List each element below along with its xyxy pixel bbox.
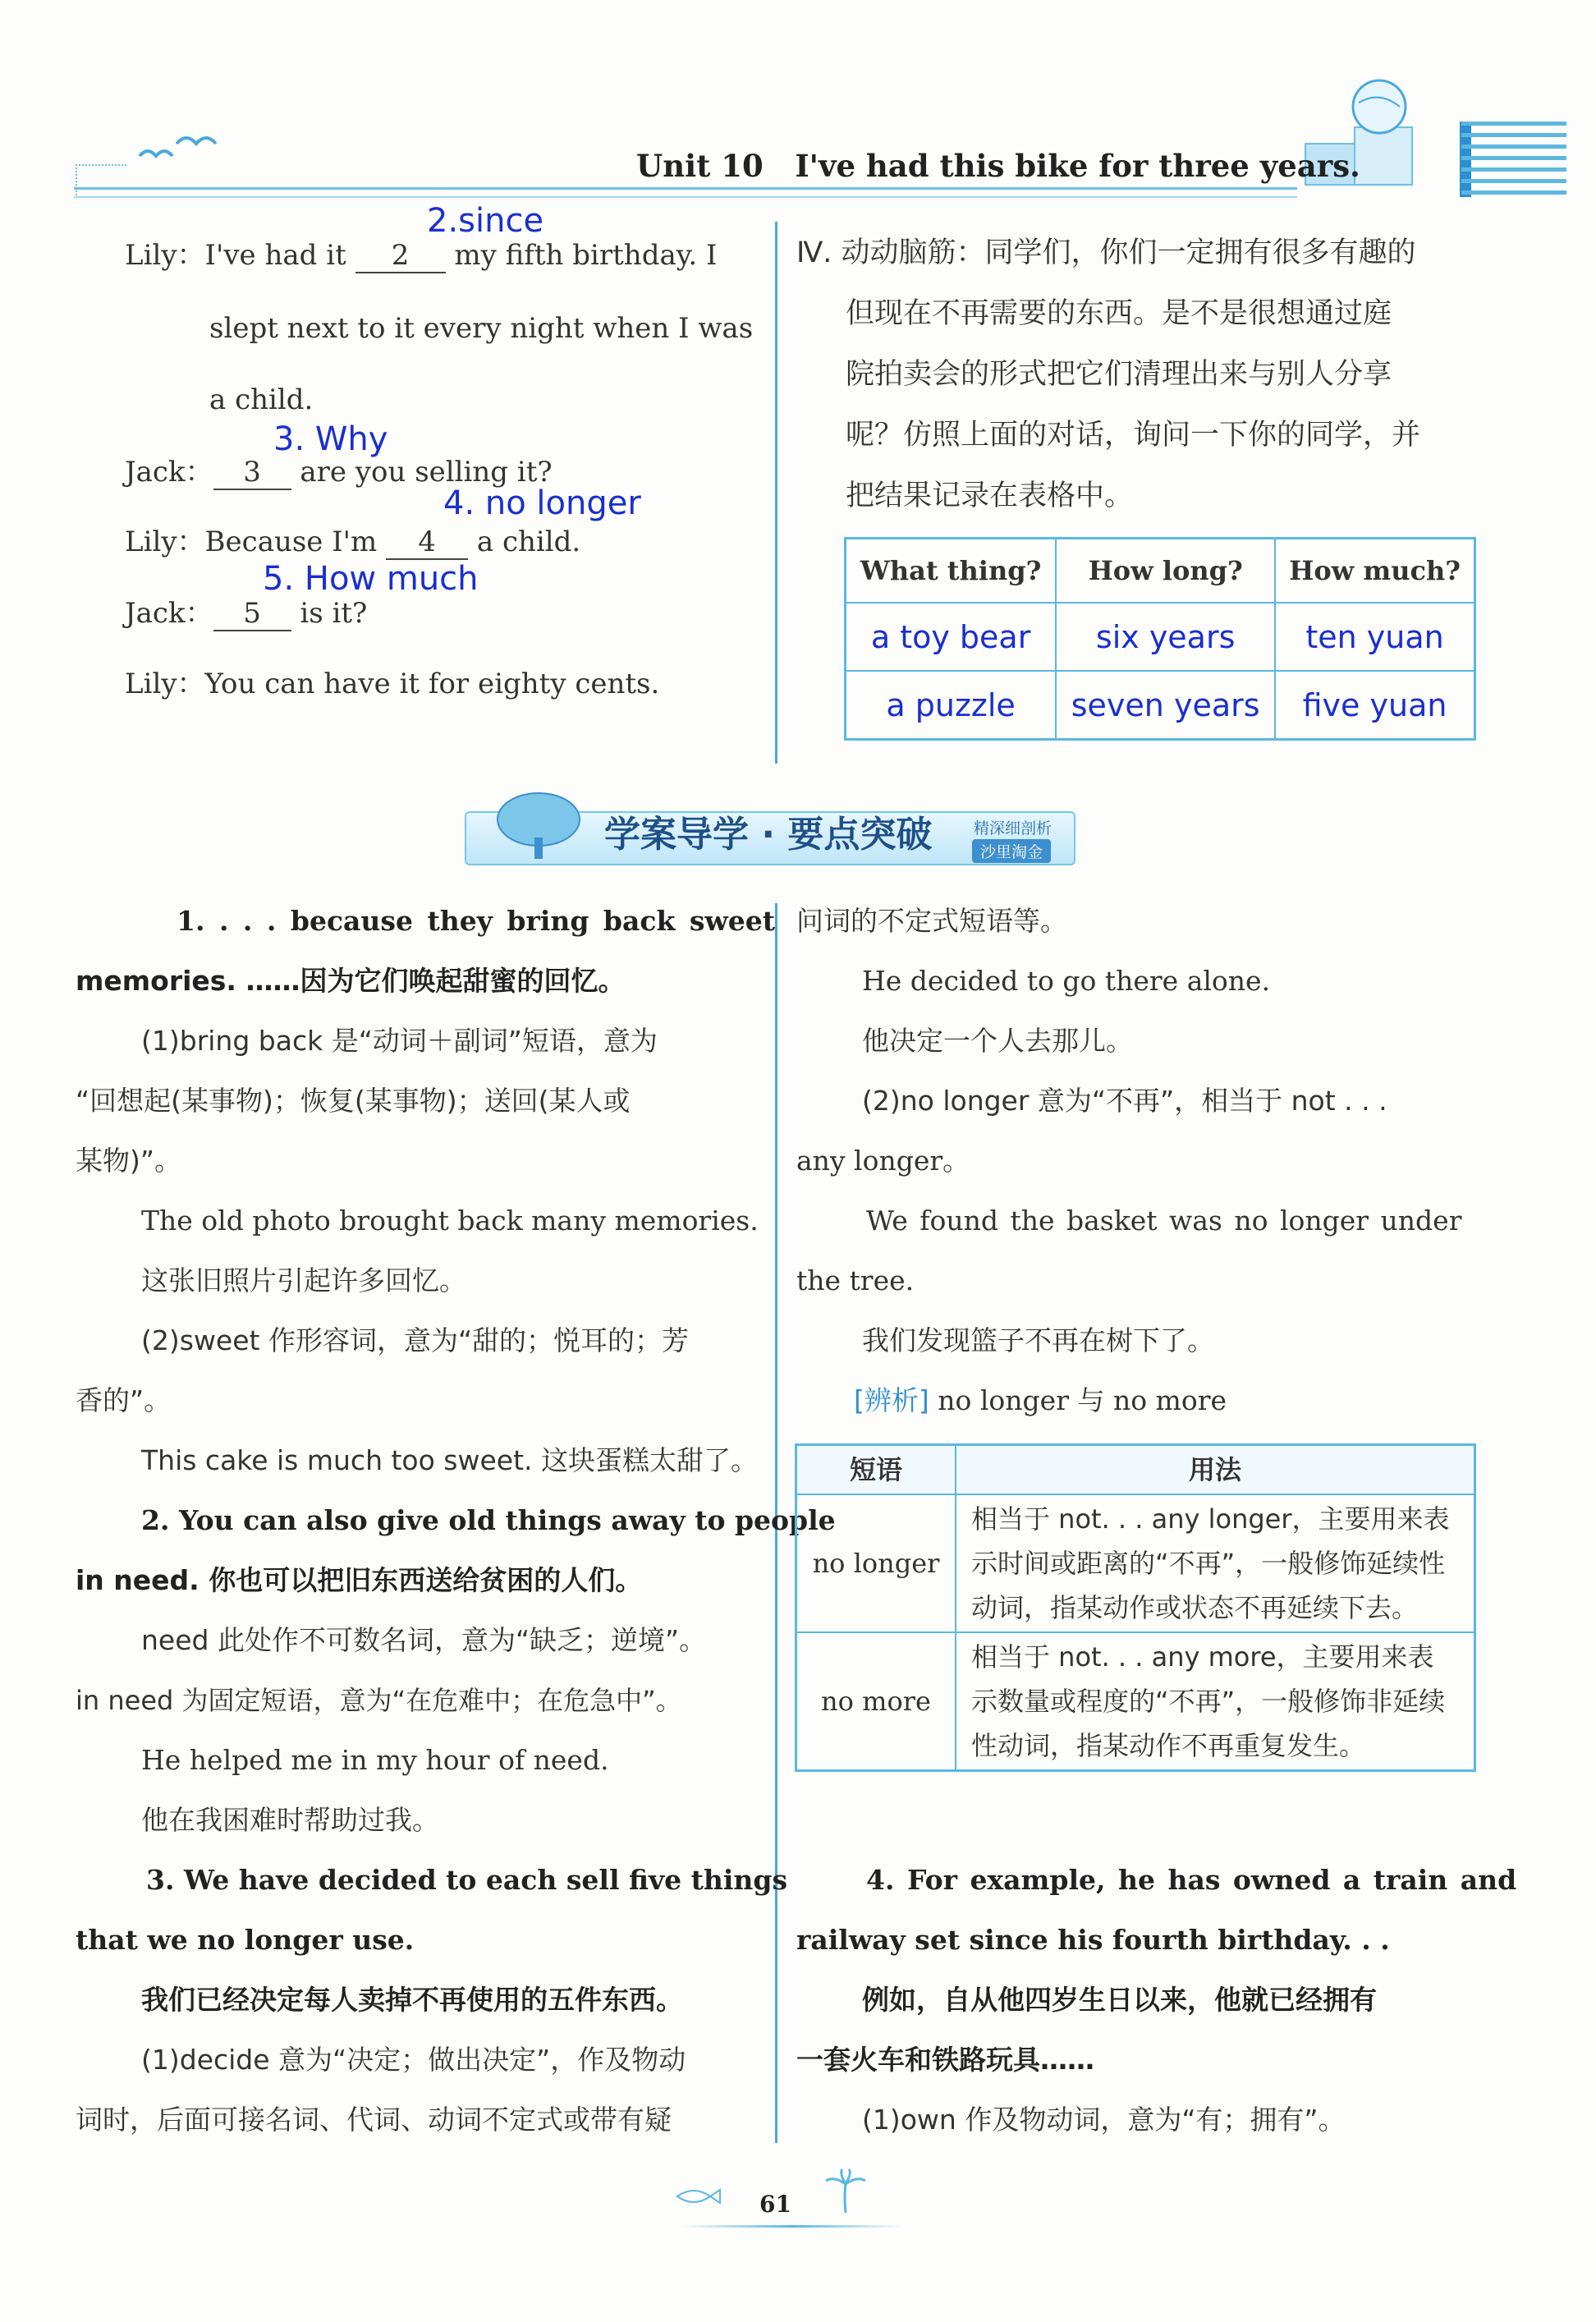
note-line: 香的”。 — [76, 1384, 172, 1416]
dialogue-line: a child. — [209, 383, 314, 416]
analysis-text: no longer 与 no more — [938, 1384, 1227, 1416]
banner-subtitle: 精深细剖析 — [974, 819, 1053, 837]
note-line: the tree. — [796, 1264, 915, 1296]
note-line: railway set since his fourth birthday. . . — [796, 1924, 1390, 1956]
note-line: in need. 你也可以把旧东西送给贫困的人们。 — [76, 1564, 643, 1596]
table-header: 用法 — [956, 1445, 1475, 1495]
header-stripes — [1461, 122, 1566, 197]
note-line: (2)no longer 意为“不再”，相当于 not . . . — [862, 1085, 1387, 1117]
dialogue-line: Jack： 3 are you selling it? — [125, 456, 553, 489]
table-header: 短语 — [796, 1445, 956, 1495]
analysis-tag: [辨析] — [854, 1384, 929, 1416]
dialogue-line: Lily：I've had it 2 my fifth birthday. I — [125, 239, 718, 272]
note-line: (1)own 作及物动词，意为“有；拥有”。 — [862, 2104, 1346, 2136]
note-line: 问词的不定式短语等。 — [796, 905, 1067, 937]
handwritten-answer: 2.since — [427, 202, 544, 240]
phrase-cell: no longer — [796, 1494, 956, 1632]
note-line: 他在我困难时帮助过我。 — [141, 1804, 439, 1836]
blank-4[interactable]: 4 — [386, 525, 468, 560]
note-line: (1)decide 意为“决定；做出决定”，作及物动 — [141, 2044, 686, 2076]
palm-decor-icon — [821, 2168, 870, 2217]
note-line: 2. You can also give old things away to people — [141, 1504, 836, 1536]
footer-rule — [681, 2225, 903, 2228]
note-line: He helped me in my hour of need. — [141, 1744, 609, 1776]
usage-cell: 相当于 not. . . any more，主要用来表示数量或程度的“不再”，一般修饰非延续性动词，指某动作不再重复发生。 — [956, 1632, 1475, 1771]
note-line: 一套火车和铁路玩具…… — [796, 2044, 1094, 2076]
handwritten-answer: 5. How much — [263, 560, 479, 598]
table-row — [796, 1494, 1475, 1632]
note-line: 例如，自从他四岁生日以来，他就已经拥有 — [862, 1984, 1377, 2016]
handwritten-answer: 3. Why — [273, 420, 388, 458]
fish-decor-icon — [673, 2180, 722, 2213]
page-number: 61 — [759, 2191, 791, 2218]
section-banner — [465, 788, 1080, 869]
exercise-4-line: 院拍卖会的形式把它们清理出来与别人分享 — [846, 358, 1392, 391]
note-line: The old photo brought back many memories. — [141, 1205, 759, 1237]
note-line: (1)bring back 是“动词＋副词”短语，意为 — [141, 1025, 658, 1057]
note-line: 他决定一个人去那儿。 — [862, 1025, 1133, 1057]
note-line: He decided to go there alone. — [862, 965, 1271, 997]
table-header: How much? — [1275, 539, 1474, 603]
note-line: We found the basket was no longer under — [866, 1205, 1462, 1237]
dialogue-line: Jack： 5 is it? — [125, 597, 368, 630]
note-line: 3. We have decided to each sell five things — [146, 1864, 788, 1896]
tree-icon — [489, 788, 588, 862]
note-line: need 此处作不可数名词，意为“缺乏；逆境”。 — [141, 1624, 707, 1656]
note-line: memories. ……因为它们唤起甜蜜的回忆。 — [76, 965, 626, 997]
blank-2[interactable]: 2 — [355, 239, 446, 273]
banner-tag: 沙里淘金 — [972, 839, 1051, 863]
note-line: that we no longer use. — [76, 1924, 415, 1956]
note-line: 某物)”。 — [76, 1145, 181, 1177]
usage-table — [795, 1443, 1476, 1772]
note-line: 这张旧照片引起许多回忆。 — [141, 1264, 466, 1296]
table-header: How long? — [1056, 539, 1275, 603]
table-row — [846, 671, 1475, 740]
note-line: 4. For example, he has owned a train and — [866, 1864, 1517, 1896]
column-divider-top — [775, 222, 777, 764]
page-header-title — [636, 148, 1360, 184]
dialogue-line: Lily：You can have it for eighty cents. — [125, 668, 660, 700]
exercise-4-line: 但现在不再需要的东西。是不是很想通过庭 — [846, 297, 1392, 330]
unit-title: I've had this bike for three years. — [795, 148, 1360, 184]
dialogue-line: Lily：Because I'm 4 a child. — [125, 525, 581, 558]
banner-title: 学案导学 · 要点突破 — [604, 814, 933, 856]
table-row — [796, 1632, 1475, 1771]
usage-cell: 相当于 not. . . any longer，主要用来表示时间或距离的“不再”，一般修饰延续性动词，指某动作或状态不再延续下去。 — [956, 1494, 1475, 1632]
blank-5[interactable]: 5 — [213, 597, 291, 631]
analysis-line — [854, 1384, 1227, 1417]
table-cell[interactable]: five yuan — [1275, 671, 1474, 740]
note-line: in need 为固定短语，意为“在危难中；在危急中”。 — [76, 1685, 682, 1716]
note-line: 1. . . . because they bring back sweet — [177, 905, 776, 937]
table-cell[interactable]: seven years — [1056, 671, 1275, 740]
table-cell[interactable]: a toy bear — [846, 603, 1057, 671]
table-row — [846, 603, 1475, 671]
header-rule — [74, 187, 1297, 198]
exercise-4-line: Ⅳ. 动动脑筋：同学们，你们一定拥有很多有趣的 — [796, 236, 1416, 269]
note-line: 我们已经决定每人卖掉不再使用的五件东西。 — [141, 1984, 683, 2016]
dialogue-line: slept next to it every night when I was — [209, 312, 754, 345]
note-line: This cake is much too sweet. 这块蛋糕太甜了。 — [141, 1444, 758, 1476]
survey-table — [844, 537, 1476, 741]
table-cell[interactable]: a puzzle — [846, 671, 1057, 740]
note-line: 我们发现篮子不再在树下了。 — [862, 1324, 1214, 1356]
note-line: (2)sweet 作形容词，意为“甜的；悦耳的；芳 — [141, 1324, 690, 1356]
note-line: any longer。 — [796, 1145, 970, 1177]
phrase-cell: no more — [796, 1632, 956, 1771]
table-header: What thing? — [846, 539, 1057, 603]
blank-3[interactable]: 3 — [213, 456, 291, 490]
exercise-4-line: 呢？仿照上面的对话，询问一下你的同学，并 — [846, 419, 1421, 452]
birds-icon — [131, 123, 222, 172]
exercise-4-line: 把结果记录在表格中。 — [846, 480, 1134, 512]
table-cell[interactable]: six years — [1056, 603, 1275, 671]
unit-label: Unit 10 — [636, 148, 764, 184]
handwritten-answer: 4. no longer — [443, 484, 641, 522]
note-line: “回想起(某事物)；恢复(某事物)；送回(某人或 — [76, 1085, 631, 1117]
table-cell[interactable]: ten yuan — [1275, 603, 1474, 671]
note-line: 词时，后面可接名词、代词、动词不定式或带有疑 — [76, 2104, 672, 2136]
